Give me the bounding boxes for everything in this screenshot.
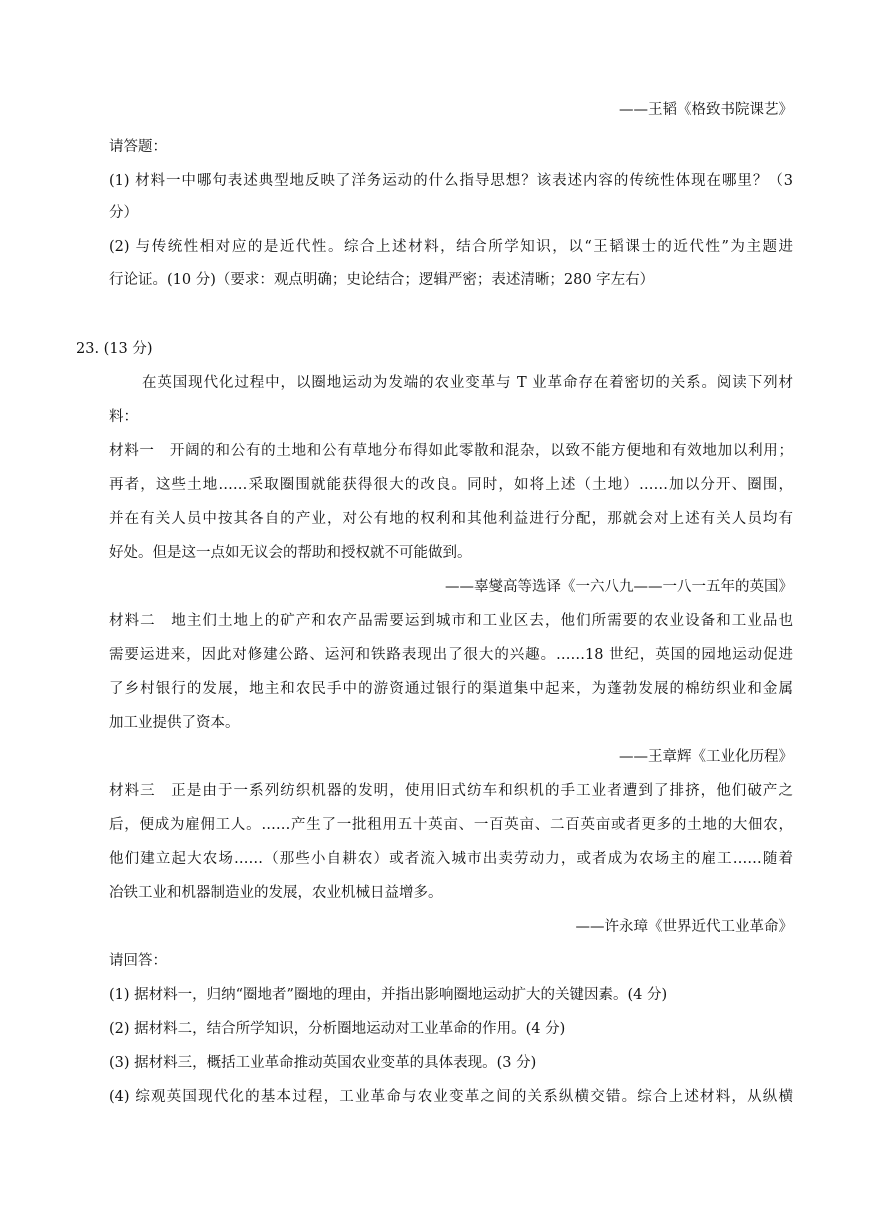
answer-prompt-23: 请回答： [109, 953, 167, 969]
material-1-source: ——辜燮高等选译《一六八九——一八一五年的英国》 [445, 579, 793, 595]
source-citation: ——王韬《格致书院课艺》 [619, 102, 793, 118]
sub-question-2-line-1: (2) 与传统性相对应的是近代性。综合上述材料，结合所学知识，以“王韬课士的近代性”为主题进 [109, 239, 793, 255]
material-2-line-3: 了乡村银行的发展，地主和农民手中的游资通过银行的渠道集中起来，为蓬勃发展的棉纺织业和金属 [109, 681, 793, 697]
material-3-line-2: 后，便成为雇佣工人。……产生了一批租用五十英亩、一百英亩、二百英亩或者更多的土地的大佃农， [109, 817, 793, 833]
question-23-3: (3) 据材料三，概括工业革命推动英国农业变革的具体表现。(3 分) [109, 1055, 537, 1071]
sub-question-2-line-2: 行论证。(10 分)（要求：观点明确；史论结合；逻辑严密；表述清晰；280 字左右） [109, 272, 655, 288]
material-2-line-2: 需要运进来，因此对修建公路、运河和铁路表现出了很大的兴趣。……18 世纪，英国的园地运动促进 [109, 647, 793, 663]
material-3-source: ——许永璋《世界近代工业革命》 [575, 919, 793, 935]
material-3-line-1: 材料三 正是由于一系列纺织机器的发明，使用旧式纺车和织机的手工业者遭到了排挤，他们破产之 [109, 783, 793, 799]
material-1-line-3: 并在有关人员中按其各自的产业，对公有地的权利和其他利益进行分配，那就会对上述有关人员均有 [109, 511, 793, 527]
question-23-heading: 23. (13 分) [76, 341, 153, 357]
material-2-line-1: 材料二 地主们土地上的矿产和农产品需要运到城市和工业区去，他们所需要的农业设备和工业品也 [109, 613, 793, 629]
sub-question-1-line-2: 分） [109, 205, 138, 221]
question-23-4-line-1: (4) 综观英国现代化的基本过程，工业革命与农业变革之间的关系纵横交错。综合上述材料，从纵横 [109, 1089, 793, 1105]
material-3-line-3: 他们建立起大农场……（那些小自耕农）或者流入城市出卖劳动力，或者成为农场主的雇工……随着 [109, 851, 793, 867]
material-3-line-4: 冶铁工业和机器制造业的发展，农业机械日益增多。 [109, 885, 443, 901]
material-1-line-1: 材料一 开阔的和公有的土地和公有草地分布得如此零散和混杂，以致不能方便地和有效地加以利用； [109, 443, 793, 459]
sub-question-1-line-1: (1) 材料一中哪句表述典型地反映了洋务运动的什么指导思想？该表述内容的传统性体现在哪里？（3 [109, 173, 793, 189]
question-23-2: (2) 据材料二，结合所学知识，分析圈地运动对工业革命的作用。(4 分) [109, 1021, 566, 1037]
material-2-line-4: 加工业提供了资本。 [109, 715, 240, 731]
material-1-line-4: 好处。但是这一点如无议会的帮助和授权就不可能做到。 [109, 545, 472, 561]
intro-line-1: 在英国现代化过程中，以圈地运动为发端的农业变革与 T 业革命存在着密切的关系。阅读下列材 [142, 375, 793, 391]
material-2-source: ——王章辉《工业化历程》 [619, 749, 793, 765]
question-23-1: (1) 据材料一，归纳“圈地者”圈地的理由，并指出影响圈地运动扩大的关键因素。(4 分) [109, 987, 668, 1003]
material-1-line-2: 再者，这些土地……采取圈围就能获得很大的改良。同时，如将上述（土地）……加以分开、圈围， [109, 477, 793, 493]
answer-prompt: 请答题： [109, 139, 167, 155]
intro-line-2: 料： [109, 409, 138, 425]
